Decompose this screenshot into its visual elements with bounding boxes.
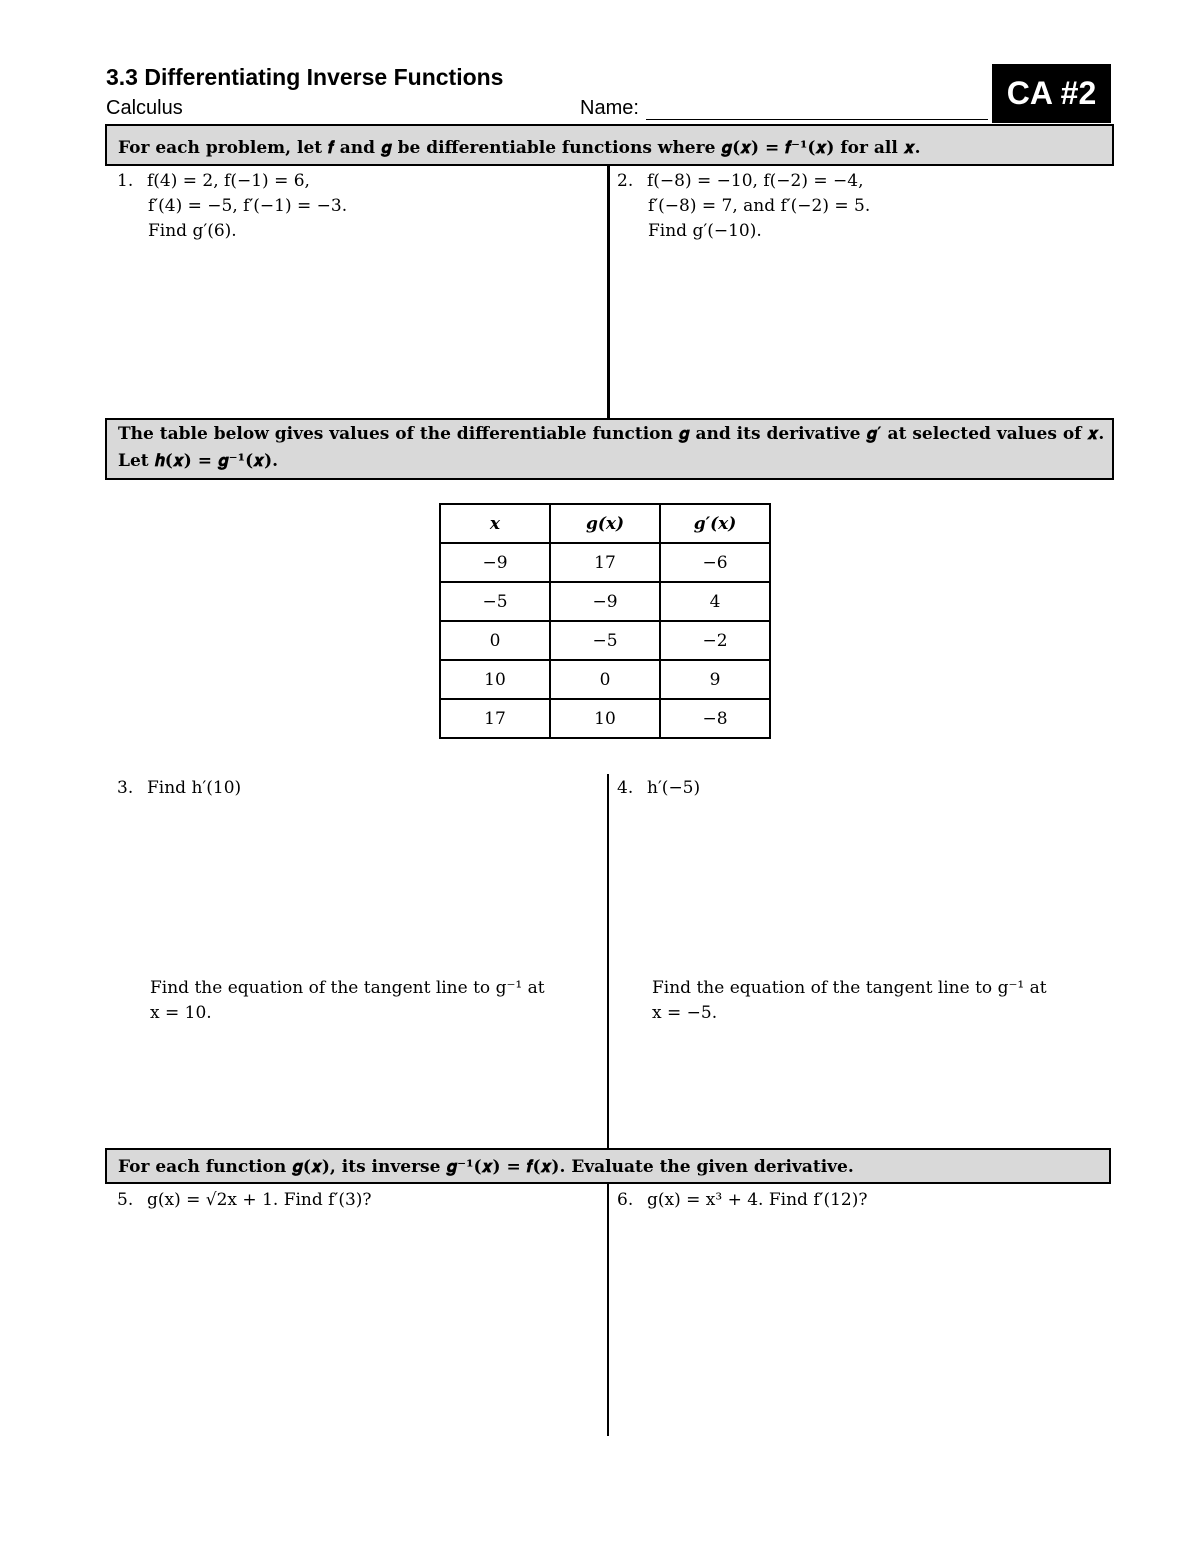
table-cell: −9: [440, 543, 550, 582]
worksheet-title: 3.3 Differentiating Inverse Functions: [106, 64, 504, 90]
table-cell: −2: [660, 621, 770, 660]
table-cell: −5: [550, 621, 660, 660]
table-header-row: [440, 504, 770, 543]
problem-6-text: g(x) = x³ + 4. Find f′(12)?: [647, 1190, 868, 1210]
problem-3-tangent-line-1: Find the equation of the tangent line to g⁻¹ at: [150, 978, 545, 998]
course-label: Calculus: [106, 97, 183, 119]
name-blank-line[interactable]: [646, 119, 988, 120]
section1-instruction: For each problem, let 𝒇 and 𝒈 be differentiable functions where 𝒈(𝒙) = 𝒇⁻¹(𝒙) for all 𝒙.: [105, 124, 1114, 166]
problem-3-tangent-line-2: x = 10.: [150, 1003, 212, 1023]
table-cell: 10: [440, 660, 550, 699]
section3-instruction: For each function 𝒈(𝒙), its inverse 𝒈⁻¹(𝒙) = 𝒇(𝒙). Evaluate the given derivative.: [105, 1148, 1111, 1184]
problem-1-line-2: f′(4) = −5, f′(−1) = −3.: [148, 196, 348, 216]
section1-divider: [607, 166, 610, 418]
table-row: [440, 543, 770, 582]
problem-3: [117, 776, 241, 801]
problem-3-tangent: [150, 976, 545, 1026]
table-cell: 0: [440, 621, 550, 660]
table-row: [440, 582, 770, 621]
table-cell: −6: [660, 543, 770, 582]
problem-4-tangent-line-2: x = −5.: [652, 1003, 718, 1023]
problem-2: [617, 169, 870, 244]
table-row: [440, 699, 770, 738]
problem-2-number: 2.: [617, 171, 634, 191]
problem-4-tangent: [652, 976, 1047, 1026]
table-header-gprime: g′(x): [660, 504, 770, 543]
problem-1-line-1: f(4) = 2, f(−1) = 6,: [147, 171, 310, 191]
section2-instruction-line-1: The table below gives values of the differentiable function 𝒈 and its derivative 𝒈′ at selected values of 𝒙.: [118, 424, 1105, 444]
problem-1-number: 1.: [117, 171, 134, 191]
problem-3-number: 3.: [117, 778, 134, 798]
table-header-x: x: [440, 504, 550, 543]
table-header-gx: g(x): [550, 504, 660, 543]
problem-5-number: 5.: [117, 1190, 134, 1210]
table-row: [440, 621, 770, 660]
problem-2-line-3: Find g′(−10).: [648, 221, 762, 241]
table-row: [440, 660, 770, 699]
problem-4-text: h′(−5): [647, 778, 701, 798]
table-cell: −8: [660, 699, 770, 738]
problem-5: [117, 1188, 372, 1213]
values-table: [439, 503, 771, 739]
table-cell: 10: [550, 699, 660, 738]
ca-badge: CA #2: [992, 64, 1111, 123]
section3-divider: [607, 1184, 609, 1436]
problem-2-line-2: f′(−8) = 7, and f′(−2) = 5.: [648, 196, 871, 216]
problem-6-number: 6.: [617, 1190, 634, 1210]
problem-1: [117, 169, 347, 244]
problem-4-tangent-line-1: Find the equation of the tangent line to g⁻¹ at: [652, 978, 1047, 998]
problem-2-line-1: f(−8) = −10, f(−2) = −4,: [647, 171, 864, 191]
problem-3-text: Find h′(10): [147, 778, 242, 798]
table-cell: 0: [550, 660, 660, 699]
section2-instruction-line-2: Let 𝒉(𝒙) = 𝒈⁻¹(𝒙).: [118, 451, 279, 471]
table-cell: −5: [440, 582, 550, 621]
table-cell: 17: [550, 543, 660, 582]
problem-1-line-3: Find g′(6).: [148, 221, 237, 241]
section2-divider: [607, 774, 609, 1148]
problem-6: [617, 1188, 868, 1213]
problem-4-number: 4.: [617, 778, 634, 798]
table-cell: 4: [660, 582, 770, 621]
problem-5-text: g(x) = √2x + 1. Find f′(3)?: [147, 1190, 372, 1210]
table-cell: 9: [660, 660, 770, 699]
section2-instruction: [105, 418, 1114, 480]
name-label: Name:: [580, 97, 639, 119]
table-cell: −9: [550, 582, 660, 621]
table-cell: 17: [440, 699, 550, 738]
problem-4: [617, 776, 700, 801]
